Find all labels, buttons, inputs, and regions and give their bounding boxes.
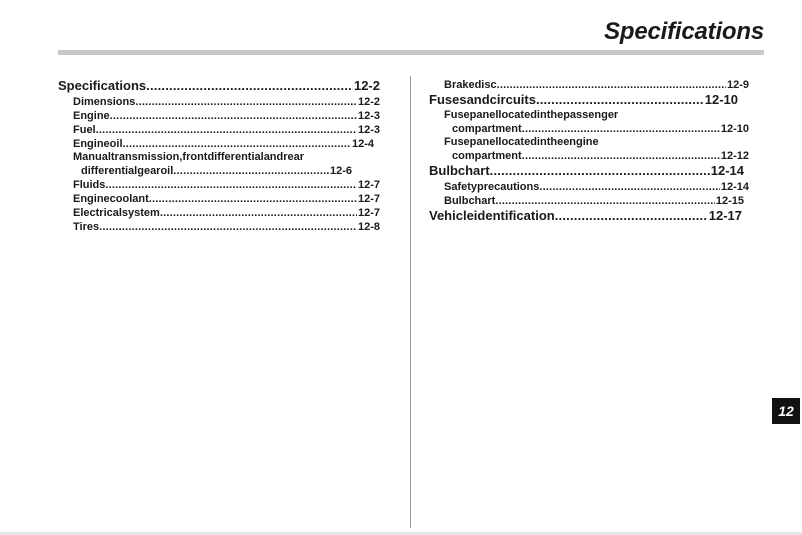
dot-leader — [135, 95, 357, 109]
toc-entry-label: Fluids — [73, 179, 106, 191]
toc-entry-specifications[interactable] — [58, 78, 380, 94]
toc-entry-label: Brakedisc — [444, 79, 497, 91]
dot-leader — [105, 178, 357, 192]
dot-leader — [539, 180, 719, 194]
toc-entry-label: Electricalsystem — [73, 207, 160, 219]
chapter-tab[interactable]: 12 — [772, 398, 800, 424]
toc-entry-fuse-panel-engine[interactable] — [429, 136, 749, 163]
dot-leader — [146, 78, 353, 94]
toc-entry-dimensions[interactable] — [58, 95, 380, 109]
toc-entry-fuel[interactable] — [58, 123, 380, 137]
toc-entry-label: Fusepanellocatedinthepassenger — [444, 109, 619, 121]
dot-leader — [96, 123, 357, 137]
toc-entry-label-cont: compartment — [452, 123, 522, 135]
toc-entry-page: 12-14 — [710, 163, 744, 178]
title-rule — [58, 50, 764, 55]
toc-entry-bulb-chart-sub[interactable] — [429, 194, 744, 208]
toc-entry-engine-coolant[interactable] — [58, 192, 380, 206]
toc-entry-page: 12-7 — [357, 207, 380, 219]
page-title: Specifications — [604, 18, 764, 45]
toc-entry-label: Manualtransmission,frontdifferentialandrear — [73, 151, 305, 163]
toc-entry-page: 12-2 — [353, 78, 380, 93]
toc-right-column — [429, 78, 749, 225]
toc-entry-vehicle-identification[interactable] — [429, 208, 742, 224]
toc-entry-page: 12-8 — [357, 221, 380, 233]
toc-entry-label: Fuel — [73, 124, 96, 136]
toc-entry-page: 12-10 — [720, 123, 749, 135]
toc-entry-label: Engineoil — [73, 138, 123, 150]
dot-leader — [99, 220, 357, 234]
dot-leader — [173, 164, 329, 178]
dot-leader — [497, 78, 726, 92]
toc-entry-tires[interactable] — [58, 220, 380, 234]
column-divider — [410, 76, 411, 528]
dot-leader — [110, 109, 357, 123]
toc-entry-page: 12-10 — [704, 92, 738, 107]
toc-entry-continuation — [444, 122, 749, 136]
toc-entry-label: Bulbchart — [429, 163, 490, 178]
toc-entry-page: 12-3 — [357, 110, 380, 122]
toc-entry-label: Safetyprecautions — [444, 181, 540, 193]
toc-entry-page: 12-12 — [720, 150, 749, 162]
toc-entry-page: 12-15 — [715, 195, 744, 207]
toc-entry-page: 12-17 — [708, 208, 742, 223]
dot-leader — [522, 149, 720, 163]
toc-entry-engine[interactable] — [58, 109, 380, 123]
toc-entry-brake-disc[interactable] — [429, 78, 749, 92]
toc-entry-label: Tires — [73, 221, 100, 233]
toc-entry-fuse-panel-passenger[interactable] — [429, 109, 749, 136]
toc-entry-page: 12-4 — [351, 138, 374, 150]
toc-entry-label: Vehicleidentification — [429, 208, 555, 223]
toc-left-column — [58, 78, 380, 234]
toc-entry-label: Fusepanellocatedintheengine — [444, 136, 599, 148]
toc-entry-electrical-system[interactable] — [58, 206, 380, 220]
toc-entry-page: 12-7 — [357, 193, 380, 205]
toc-entry-label-cont: compartment — [452, 150, 522, 162]
toc-entry-page: 12-9 — [726, 79, 749, 91]
toc-entry-continuation — [444, 149, 749, 163]
toc-entry-page: 12-6 — [329, 165, 352, 177]
toc-entry-label-cont: differentialgearoil — [81, 165, 174, 177]
toc-entry-engine-oil[interactable] — [58, 137, 374, 151]
dot-leader — [160, 206, 357, 220]
dot-leader — [536, 92, 704, 108]
dot-leader — [123, 137, 351, 151]
toc-entry-label: Fusesandcircuits — [429, 92, 536, 107]
toc-entry-continuation — [73, 164, 352, 178]
toc-entry-fluids[interactable] — [58, 178, 380, 192]
toc-entry-label: Bulbchart — [444, 195, 496, 207]
toc-entry-label: Specifications — [58, 78, 147, 93]
dot-leader — [555, 208, 708, 224]
toc-entry-fuses-and-circuits[interactable] — [429, 92, 738, 108]
dot-leader — [522, 122, 720, 136]
toc-entry-page: 12-7 — [357, 179, 380, 191]
toc-entry-label: Dimensions — [73, 96, 136, 108]
toc-entry-safety-precautions[interactable] — [429, 180, 749, 194]
toc-entry-label: Engine — [73, 110, 110, 122]
dot-leader — [149, 192, 357, 206]
toc-entry-page: 12-2 — [357, 96, 380, 108]
dot-leader — [490, 163, 710, 179]
toc-entry-page: 12-3 — [357, 124, 380, 136]
toc-entry-label: Enginecoolant — [73, 193, 149, 205]
toc-entry-manual-transmission[interactable] — [58, 151, 380, 178]
toc-entry-page: 12-14 — [720, 181, 749, 193]
dot-leader — [495, 194, 715, 208]
toc-entry-bulb-chart[interactable] — [429, 163, 744, 179]
